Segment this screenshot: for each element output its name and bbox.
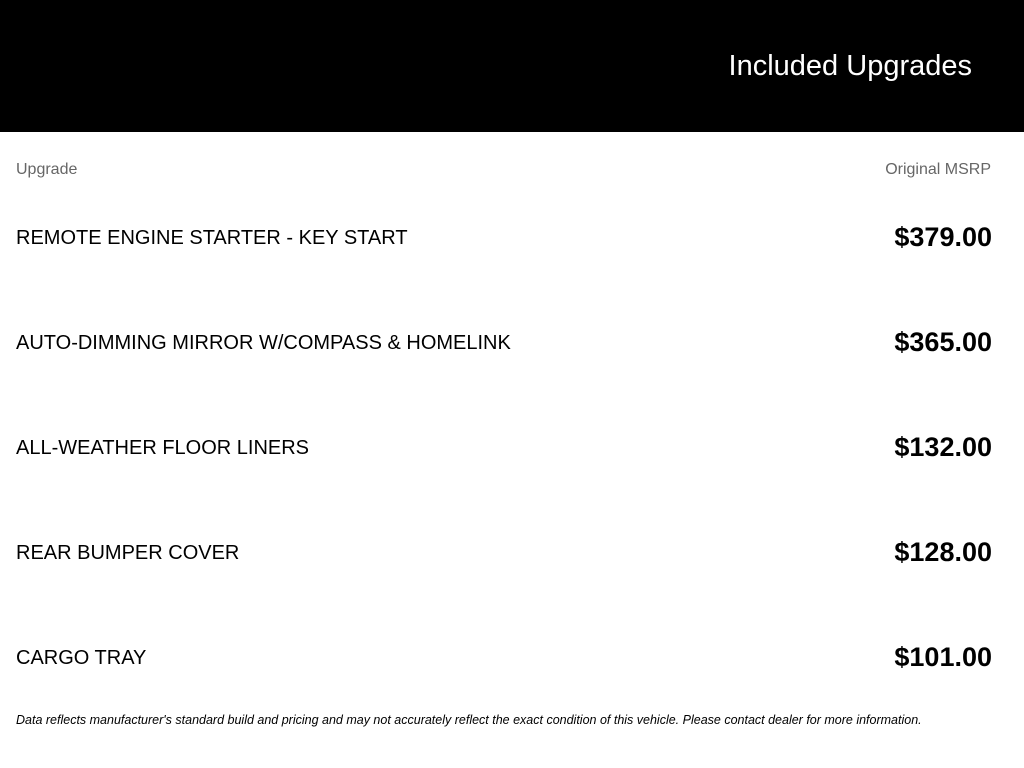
upgrade-name: REMOTE ENGINE STARTER - KEY START: [16, 227, 408, 249]
upgrade-name: REAR BUMPER COVER: [16, 542, 240, 564]
page-title: Included Upgrades: [728, 50, 972, 82]
upgrade-price: $128.00: [894, 537, 992, 567]
upgrade-list: [16, 212, 992, 737]
column-header-upgrade: Upgrade: [16, 161, 78, 178]
upgrade-price: $365.00: [894, 327, 992, 357]
upgrade-price: $132.00: [894, 432, 992, 462]
upgrade-name: CARGO TRAY: [16, 647, 147, 669]
header-bar: [0, 0, 1024, 132]
column-header-msrp: Original MSRP: [885, 161, 991, 178]
upgrade-name: ALL-WEATHER FLOOR LINERS: [16, 437, 310, 459]
upgrade-name: AUTO-DIMMING MIRROR W/COMPASS & HOMELINK: [16, 332, 511, 354]
upgrade-row-auto-dimming-mirror: [16, 317, 992, 422]
upgrade-row-floor-liners: [16, 422, 992, 527]
upgrade-row-rear-bumper-cover: [16, 527, 992, 632]
column-headers: [16, 160, 992, 180]
upgrade-row-remote-starter: [16, 212, 992, 317]
upgrade-price: $379.00: [894, 222, 992, 252]
upgrade-price: $101.00: [894, 642, 992, 672]
disclaimer-text: Data reflects manufacturer's standard build and pricing and may not accurately reflect the exact condition of this vehicle. Please contact dealer for more information.: [16, 713, 922, 727]
